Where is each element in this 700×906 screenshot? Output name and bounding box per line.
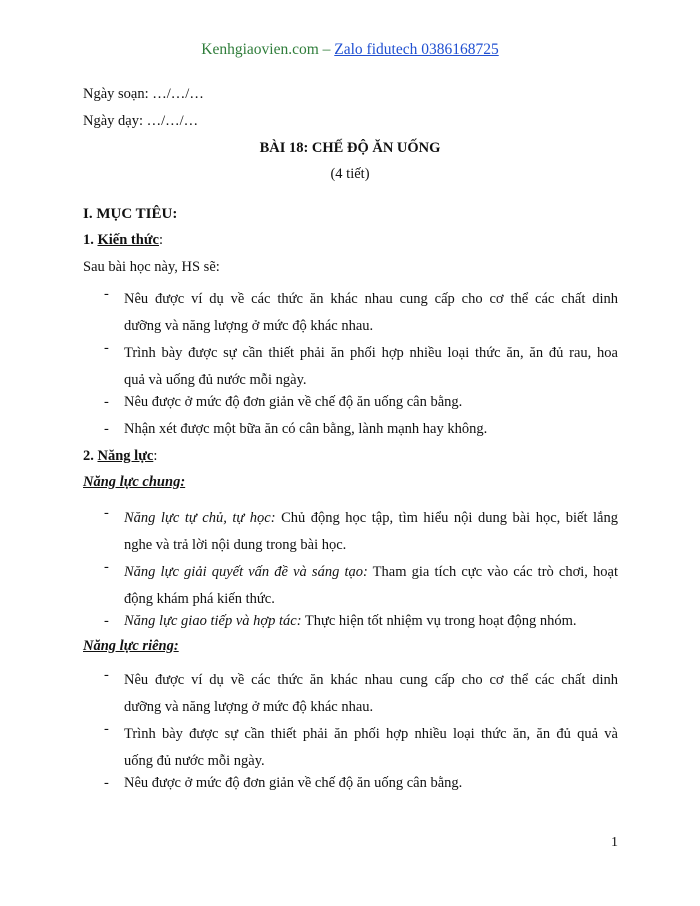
general-item-3: Năng lực giao tiếp và hợp tác: Thực hiện tốt nhiệm vụ trong hoạt động nhóm. [124,613,577,629]
bullet-marker: - [104,613,109,629]
bullet-marker: - [104,286,109,302]
general-item-1: Năng lực tự chủ, tự học: Chủ động học tập, tìm hiểu nội dung bài học, biết lắng nghe và trả lời nội dung trong bài học. [124,510,618,553]
section-heading-objectives: I. MỤC TIÊU: [83,206,178,222]
header-site: Kenhgiaovien.com [201,41,319,58]
bullet-marker: - [104,505,109,521]
teach-date: Ngày dạy: …/…/… [83,113,199,129]
bullet-marker: - [104,340,109,356]
bullet-marker: - [104,775,109,791]
general-competence-heading: Năng lực chung: [83,474,186,490]
lesson-title: BÀI 18: CHẾ ĐỘ ĂN UỐNG [259,140,441,156]
knowledge-item-2: Trình bày được sự cần thiết phải ăn phối hợp nhiều loại thức ăn, ăn đủ rau, hoa quả và uống đủ nước mỗi ngày. [124,345,618,388]
page-number: 1 [611,835,618,850]
knowledge-item-1: Nêu được ví dụ về các thức ăn khác nhau cung cấp cho cơ thể các chất dinh dưỡng và năng lượng ở mức độ khác nhau. [124,291,618,334]
specific-item-3: Nêu được ở mức độ đơn giản về chế độ ăn uống cân bằng. [124,775,463,791]
knowledge-item-3: Nêu được ở mức độ đơn giản về chế độ ăn uống cân bằng. [124,394,463,410]
lesson-duration: (4 tiết) [330,166,370,182]
header-contact-link[interactable]: Zalo fidutech 0386168725 [334,41,499,58]
knowledge-item-4: Nhận xét được một bữa ăn có cân bằng, lành mạnh hay không. [124,421,488,437]
specific-item-1: Nêu được ví dụ về các thức ăn khác nhau cung cấp cho cơ thể các chất dinh dưỡng và năng lượng ở mức độ khác nhau. [124,672,618,715]
general-item-2: Năng lực giải quyết vấn đề và sáng tạo: Tham gia tích cực vào các trò chơi, hoạt động khám phá kiến thức. [124,564,618,607]
bullet-marker: - [104,559,109,575]
bullet-marker: - [104,667,109,683]
header-separator: – [318,41,335,58]
bullet-marker: - [104,394,109,410]
specific-item-2: Trình bày được sự cần thiết phải ăn phối hợp nhiều loại thức ăn, ăn đủ quả và uống đủ nước mỗi ngày. [124,726,618,769]
competence-heading: 2. Năng lực: [83,448,158,464]
knowledge-intro: Sau bài học này, HS sẽ: [83,259,220,275]
prepare-date: Ngày soạn: …/…/… [83,86,204,102]
knowledge-heading: 1. Kiến thức: [83,232,163,248]
bullet-marker: - [104,721,109,737]
page-header [0,41,700,59]
bullet-marker: - [104,421,109,437]
specific-competence-heading: Năng lực riêng: [83,638,179,654]
